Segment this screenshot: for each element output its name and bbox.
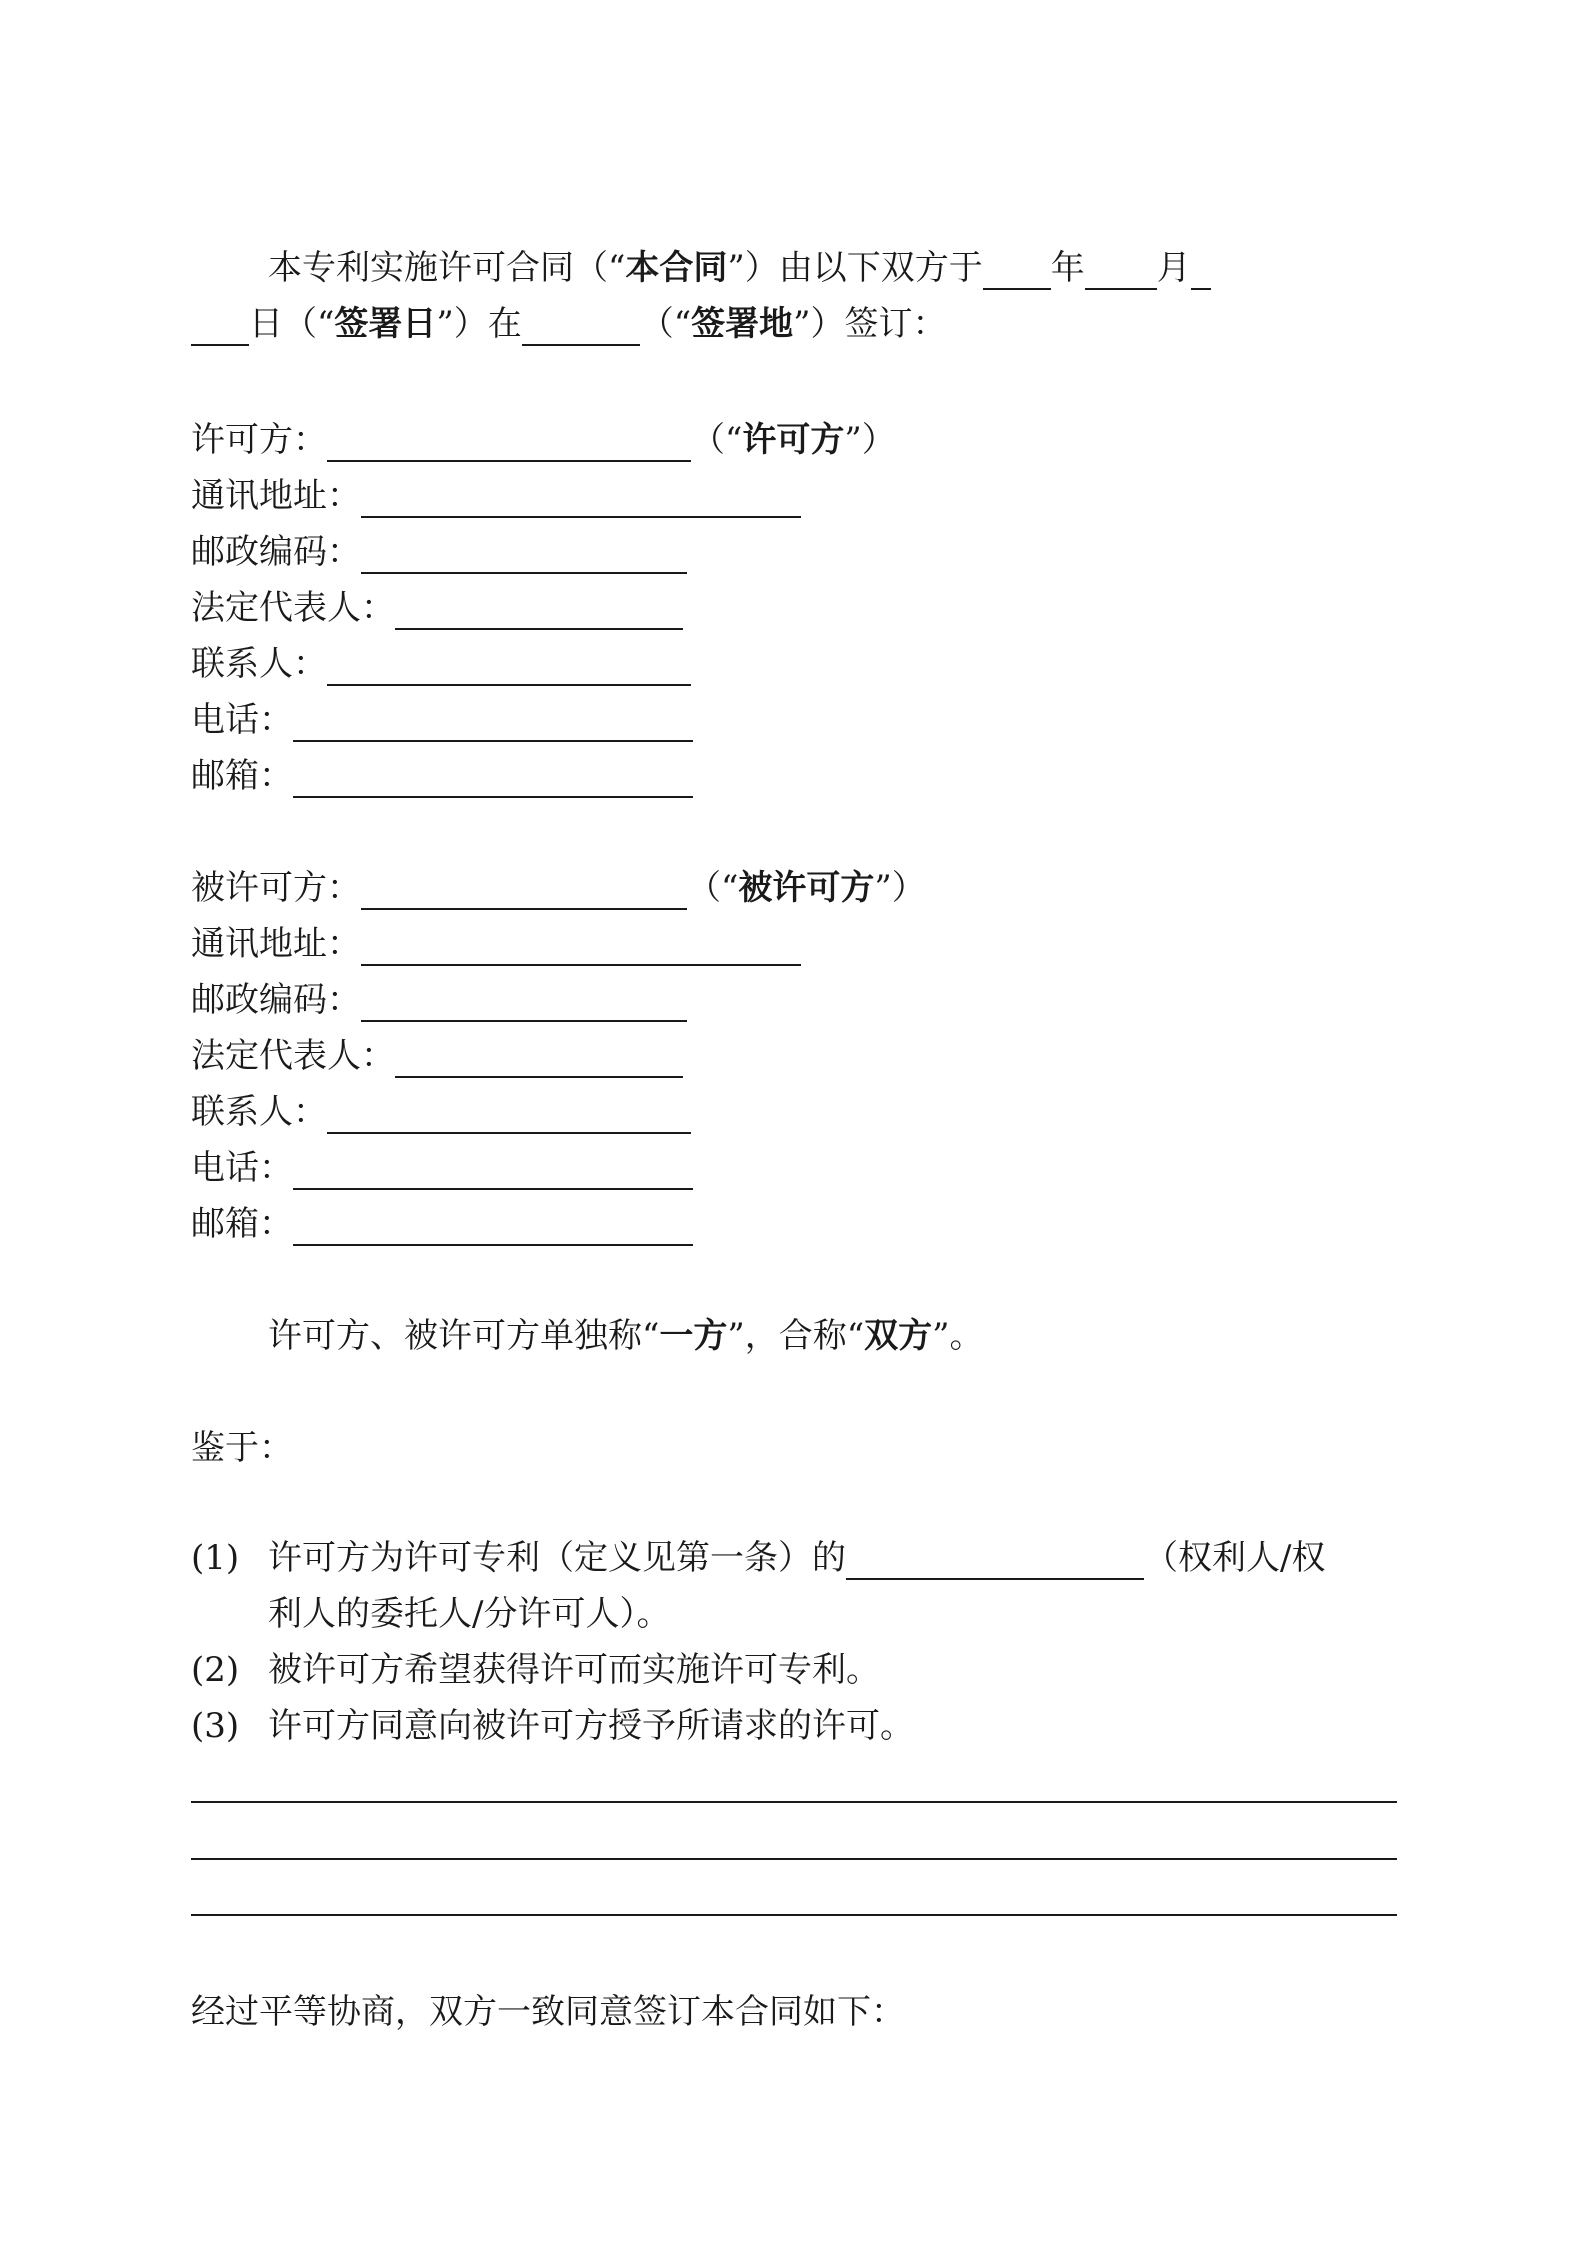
alias-text: ”） — [844, 420, 896, 460]
field-label: 电话： — [191, 700, 293, 740]
licensor-email-row — [191, 754, 693, 798]
licensor-postcode-row — [191, 530, 687, 574]
parties-text: ”，合称“ — [727, 1316, 865, 1356]
day-blank[interactable] — [191, 306, 249, 346]
intro-text: ”）由以下双方于 — [727, 248, 983, 288]
licensor-email-field[interactable] — [293, 758, 693, 798]
licensor-phone-field[interactable] — [293, 702, 693, 742]
licensee-rep-field[interactable] — [395, 1038, 683, 1078]
month-label: 月 — [1156, 248, 1191, 288]
licensor-contact-field[interactable] — [327, 646, 691, 686]
licensor-address-row — [191, 474, 801, 518]
item-text: 许可方为许可专利（定义见第一条）的 — [268, 1538, 846, 1578]
party-term: 一方 — [659, 1316, 728, 1356]
licensee-postcode-row — [191, 978, 687, 1022]
whereas-item-1 — [191, 1536, 1325, 1580]
field-label: 邮政编码： — [191, 980, 361, 1020]
licensee-contact-field[interactable] — [327, 1094, 691, 1134]
item-number: (1) — [191, 1538, 240, 1578]
field-label: 邮政编码： — [191, 532, 361, 572]
intro-line-2 — [191, 302, 947, 346]
whereas-label: 鉴于： — [191, 1428, 293, 1468]
licensee-address-field[interactable] — [361, 926, 801, 966]
intro-text: 本专利实施许可合同（“ — [268, 248, 626, 288]
sign-place-blank[interactable] — [522, 306, 640, 346]
field-label: 通讯地址： — [191, 476, 361, 516]
item-text: （权利人/权 — [1144, 1538, 1326, 1578]
contract-term: 本合同 — [625, 248, 728, 288]
licensor-address-field[interactable] — [361, 478, 801, 518]
item-number: (3) — [191, 1706, 240, 1746]
alias-text: ”） — [874, 868, 926, 908]
licensor-term: 许可方 — [742, 420, 845, 460]
licensee-phone-field[interactable] — [293, 1150, 693, 1190]
licensee-email-field[interactable] — [293, 1206, 693, 1246]
licensee-name-row — [191, 866, 926, 910]
field-label: 邮箱： — [191, 1204, 293, 1244]
blank-line[interactable] — [191, 1801, 1397, 1803]
licensee-name-field[interactable] — [361, 870, 687, 910]
parties-text: 许可方、被许可方单独称“ — [268, 1316, 660, 1356]
sign-place-term: 签署地 — [691, 304, 794, 344]
licensor-phone-row — [191, 698, 693, 742]
intro-text: （“ — [639, 304, 692, 344]
licensor-rep-field[interactable] — [395, 590, 683, 630]
intro-text: ”）在 — [436, 304, 522, 344]
month-blank[interactable] — [1085, 250, 1157, 290]
field-label: 联系人： — [191, 1092, 327, 1132]
alias-text: （“ — [691, 420, 743, 460]
licensor-label: 许可方： — [191, 420, 327, 460]
licensee-address-row — [191, 922, 801, 966]
alias-text: （“ — [687, 868, 739, 908]
licensee-email-row — [191, 1202, 693, 1246]
closing-statement: 经过平等协商，双方一致同意签订本合同如下： — [191, 1992, 905, 2032]
blank-line[interactable] — [191, 1914, 1397, 1916]
licensor-postcode-field[interactable] — [361, 534, 687, 574]
year-blank[interactable] — [983, 250, 1051, 290]
field-label: 电话： — [191, 1148, 293, 1188]
item-text: 许可方同意向被许可方授予所请求的许可。 — [268, 1706, 914, 1746]
year-label: 年 — [1050, 248, 1085, 288]
licensor-rep-row — [191, 586, 683, 630]
parties-term: 双方 — [864, 1316, 933, 1356]
licensee-phone-row — [191, 1146, 693, 1190]
day-label: 日（“ — [249, 304, 335, 344]
licensee-term: 被许可方 — [738, 868, 875, 908]
licensor-name-field[interactable] — [327, 422, 691, 462]
parties-definition — [268, 1314, 984, 1358]
field-label: 联系人： — [191, 644, 327, 684]
blank-line[interactable] — [191, 1858, 1397, 1860]
intro-text: ”）签订： — [793, 304, 947, 344]
intro-line-1 — [268, 246, 1211, 290]
whereas-item-1-cont: 利人的委托人/分许可人）。 — [268, 1594, 671, 1634]
right-holder-field[interactable] — [846, 1540, 1144, 1580]
parties-text: ”。 — [932, 1316, 984, 1356]
sign-date-term: 签署日 — [334, 304, 437, 344]
licensor-contact-row — [191, 642, 691, 686]
licensor-name-row — [191, 418, 896, 462]
item-number: (2) — [191, 1650, 240, 1690]
item-text: 被许可方希望获得许可而实施许可专利。 — [268, 1650, 880, 1690]
day-blank-start[interactable] — [1191, 250, 1211, 290]
field-label: 法定代表人： — [191, 588, 395, 628]
whereas-item-2 — [191, 1648, 880, 1692]
whereas-item-3 — [191, 1704, 914, 1748]
field-label: 邮箱： — [191, 756, 293, 796]
licensee-rep-row — [191, 1034, 683, 1078]
licensee-postcode-field[interactable] — [361, 982, 687, 1022]
licensee-contact-row — [191, 1090, 691, 1134]
field-label: 通讯地址： — [191, 924, 361, 964]
licensee-label: 被许可方： — [191, 868, 361, 908]
field-label: 法定代表人： — [191, 1036, 395, 1076]
